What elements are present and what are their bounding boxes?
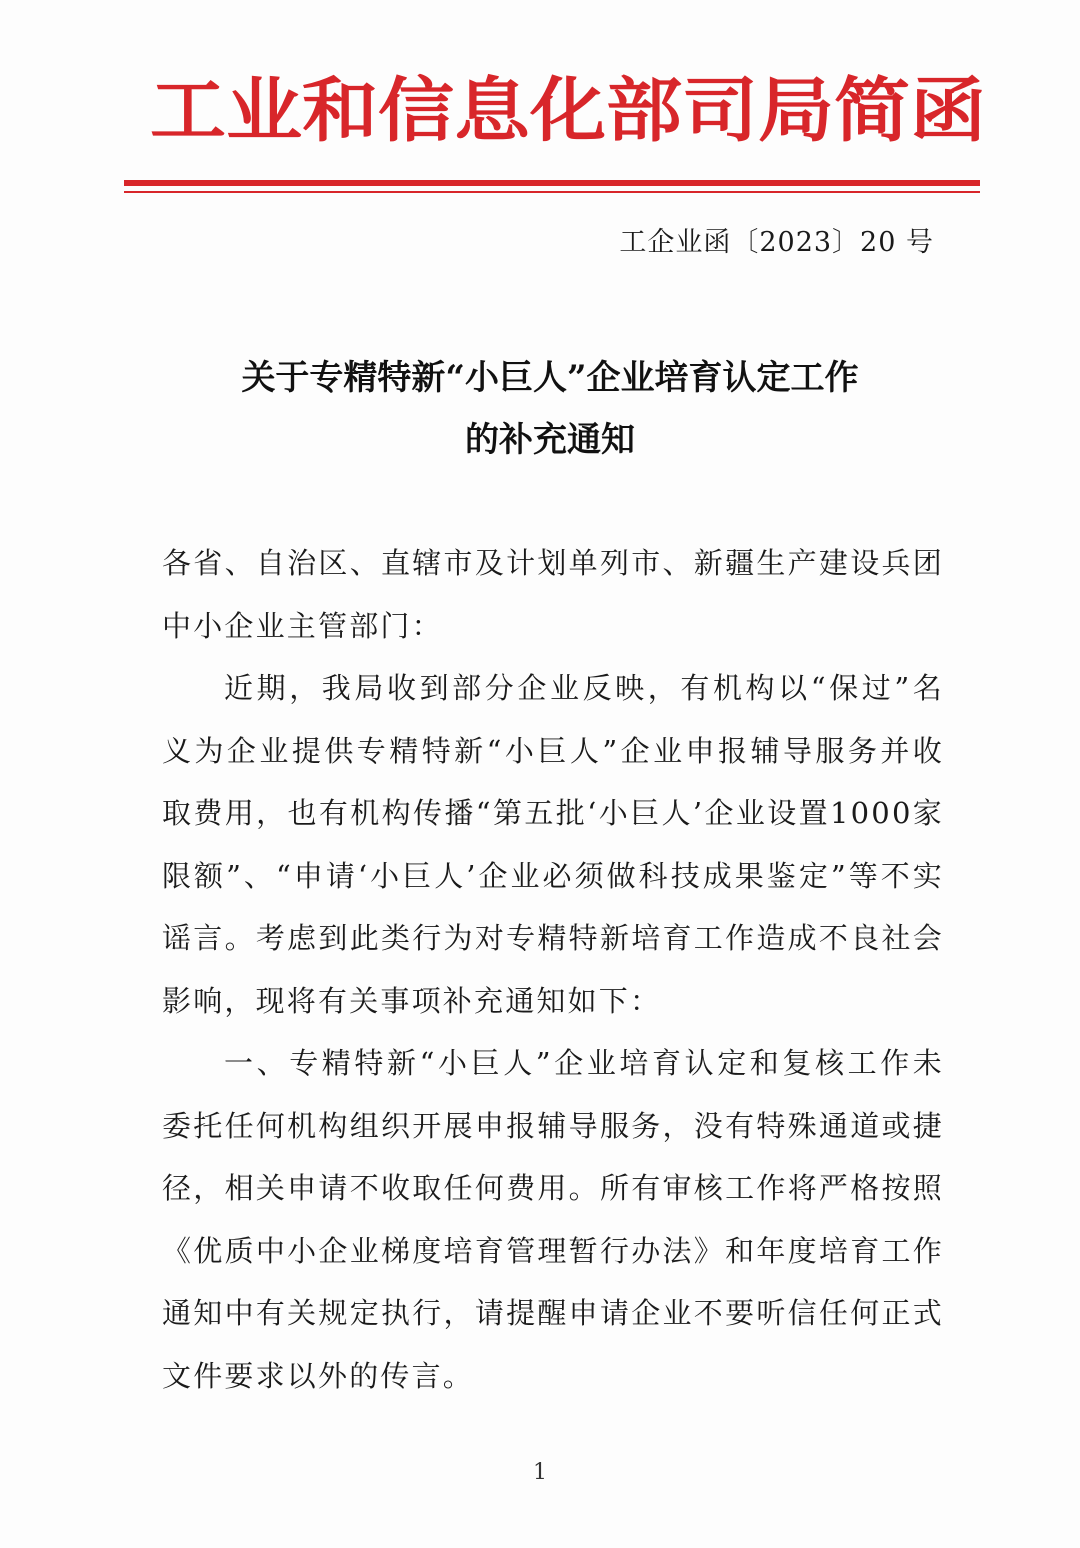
salutation: 各省、自治区、直辖市及计划单列市、新疆生产建设兵团中小企业主管部门： <box>162 546 944 643</box>
letterhead-char: 工 <box>150 68 226 151</box>
letterhead-char: 信 <box>378 68 454 151</box>
letterhead-divider-thin <box>124 191 980 193</box>
body-paragraph: 近期，我局收到部分企业反映，有机构以“保过”名义为企业提供专精特新“小巨人”企业申报辅导服务并收取费用，也有机构传播“第五批‘小巨人’企业设置1000家限额”、“申请‘小巨人’企业必须做科技成果鉴定”等不实谣言。考虑到此类行为对专精特新培育工作造成不良社会影响，现将有关事项补充通知如下： <box>162 671 944 1018</box>
letterhead-divider-thick <box>124 180 980 186</box>
document-title-line-1: 关于专精特新“小巨人”企业培育认定工作 <box>241 358 859 398</box>
document-number: 工企业函〔2023〕20 号 <box>619 227 934 258</box>
letterhead-char: 函 <box>910 68 986 151</box>
letterhead-char: 司 <box>682 68 758 151</box>
body-paragraph: 一、专精特新“小巨人”企业培育认定和复核工作未委托任何机构组织开展申报辅导服务，没有特殊通道或捷径，相关申请不收取任何费用。所有审核工作将严格按照《优质中小企业梯度培育管理暂行办法》和年度培育工作通知中有关规定执行，请提醒申请企业不要听信任何正式文件要求以外的传言。 <box>162 1046 944 1393</box>
letterhead-char: 化 <box>530 68 606 151</box>
page-number: 1 <box>533 1460 547 1485</box>
document-body <box>162 532 944 1407</box>
letterhead-char: 业 <box>226 68 302 151</box>
letterhead-char: 息 <box>454 68 530 151</box>
letterhead-char: 局 <box>758 68 834 151</box>
letterhead-char: 和 <box>302 68 378 151</box>
letterhead-title <box>150 54 986 154</box>
letterhead-char: 简 <box>834 68 910 151</box>
letterhead-char: 部 <box>606 68 682 151</box>
document-title-line-2: 的补充通知 <box>465 420 635 460</box>
